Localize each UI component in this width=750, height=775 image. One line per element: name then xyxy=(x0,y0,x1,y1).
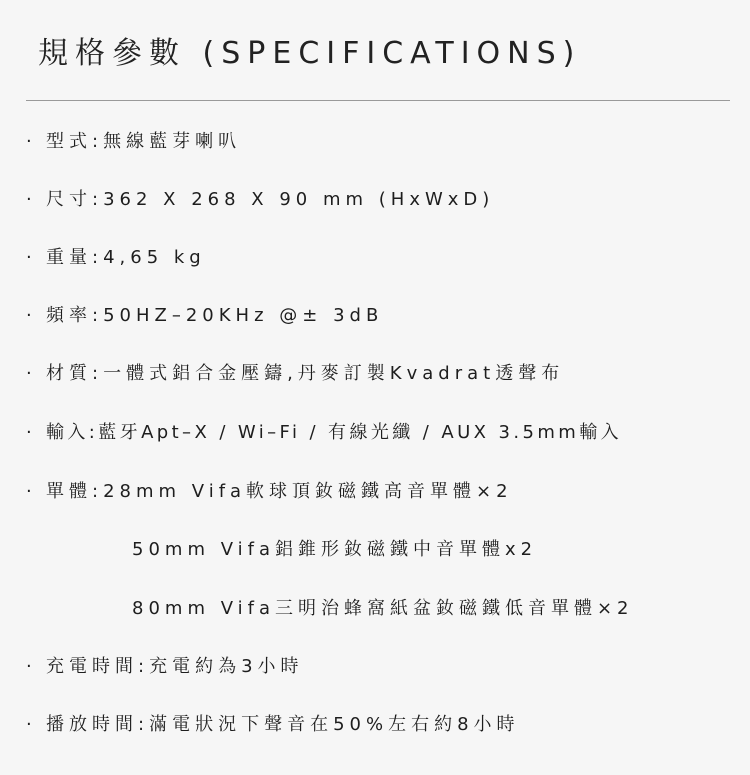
spec-label: 型式: xyxy=(46,131,104,152)
spec-inputs xyxy=(26,421,622,445)
bullet: · xyxy=(26,714,32,735)
spec-value: 滿電狀況下聲音在50%左右約8小時 xyxy=(149,714,520,735)
spec-label: 重量: xyxy=(46,247,104,268)
spec-weight xyxy=(26,246,206,270)
bullet: · xyxy=(26,422,32,443)
spec-label: 單體: xyxy=(46,481,104,502)
spec-value: 362 X 268 X 90 mm (HxWxD) xyxy=(103,189,495,210)
bullet: · xyxy=(26,481,32,502)
spec-value: 50HZ–20KHz @± 3dB xyxy=(103,305,384,326)
bullet: · xyxy=(26,656,32,677)
page-title: 規格參數 (SPECIFICATIONS) xyxy=(38,36,582,71)
spec-material xyxy=(26,362,564,386)
spec-drivers-midrange: 50mm Vifa鋁錐形釹磁鐵中音單體x2 xyxy=(132,539,538,560)
spec-label: 輸入: xyxy=(46,422,99,443)
spec-label: 播放時間: xyxy=(46,714,150,735)
title-divider xyxy=(26,100,730,101)
spec-label: 尺寸: xyxy=(46,189,104,210)
bullet: · xyxy=(26,363,32,384)
spec-play-time xyxy=(26,713,520,737)
spec-label: 頻率: xyxy=(46,305,104,326)
bullet: · xyxy=(26,131,32,152)
spec-label: 材質: xyxy=(46,363,104,384)
bullet: · xyxy=(26,247,32,268)
spec-charge-time xyxy=(26,655,304,679)
spec-frequency xyxy=(26,304,383,328)
bullet: · xyxy=(26,305,32,326)
spec-label: 充電時間: xyxy=(46,656,150,677)
spec-dimensions xyxy=(26,188,494,212)
spec-value: 充電約為3小時 xyxy=(149,656,304,677)
bullet: · xyxy=(26,189,32,210)
spec-value: 28mm Vifa軟球頂釹磁鐵高音單體×2 xyxy=(103,481,513,502)
spec-value: 無線藍芽喇叭 xyxy=(103,131,242,152)
spec-value: 藍牙Apt–X / Wi–Fi / 有線光纖 / AUX 3.5mm輸入 xyxy=(98,422,622,443)
spec-value: 4,65 kg xyxy=(103,247,206,268)
spec-drivers-woofer: 80mm Vifa三明治蜂窩紙盆釹磁鐵低音單體×2 xyxy=(132,598,634,619)
spec-type xyxy=(26,130,241,154)
spec-value: 一體式鋁合金壓鑄,丹麥訂製Kvadrat透聲布 xyxy=(103,363,565,384)
spec-drivers xyxy=(26,480,513,504)
